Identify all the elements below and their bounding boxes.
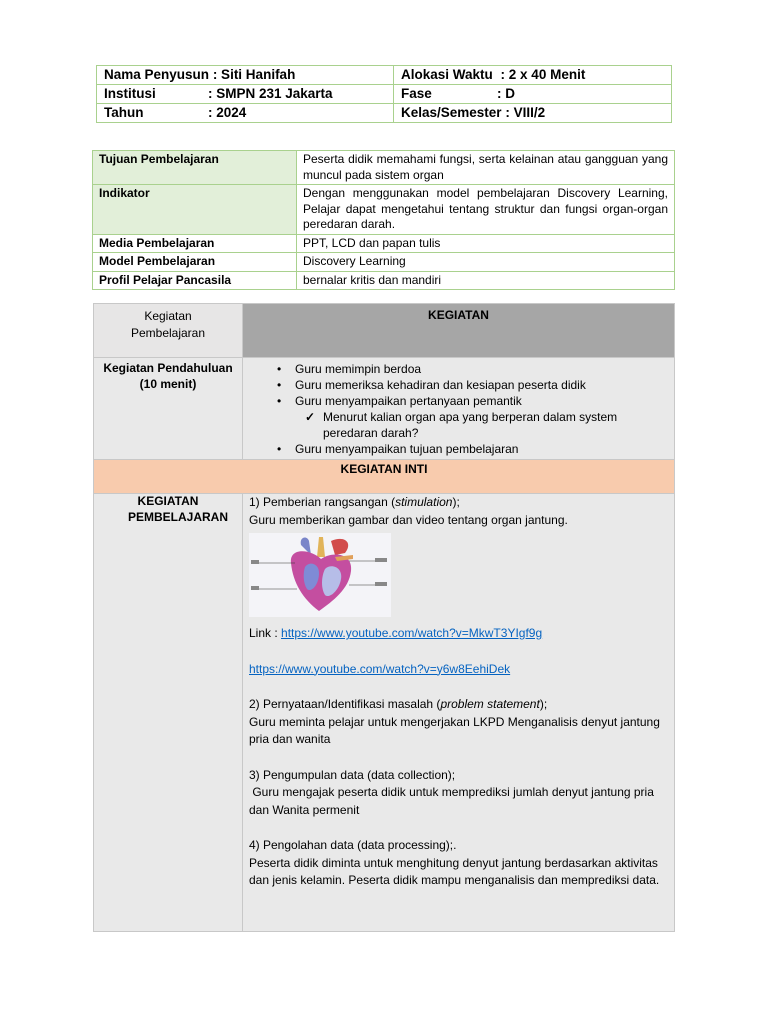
fase-cell bbox=[394, 85, 672, 104]
step2-suffix: ); bbox=[539, 697, 548, 711]
list-item: • Guru menyampaikan pertanyaan pemantik bbox=[273, 393, 666, 409]
pendahuluan-label-text: Kegiatan Pendahuluan (10 menit) bbox=[103, 361, 233, 391]
table-row bbox=[93, 185, 675, 235]
step3-text: Guru mengajak peserta didik untuk memprediksi jumlah denyut jantung pria dan Wanita permenit bbox=[249, 785, 658, 817]
tahun-cell bbox=[97, 104, 394, 123]
row-value: Discovery Learning bbox=[297, 253, 675, 272]
kp-label-text: KEGIATAN PEMBELAJARAN bbox=[128, 494, 229, 524]
row-value: PPT, LCD dan papan tulis bbox=[297, 234, 675, 253]
row-key: Tujuan Pembelajaran bbox=[93, 151, 297, 185]
row-value: Peserta didik memahami fungsi, serta kelainan atau gangguan yang muncul pada sistem organ bbox=[297, 151, 675, 185]
step2-prefix: 2) Pernyataan/Identifikasi masalah ( bbox=[249, 697, 441, 711]
alokasi-cell bbox=[394, 66, 672, 85]
header-row bbox=[97, 85, 672, 104]
row-value: Dengan menggunakan model pembelajaran Discovery Learning, Pelajar dapat mengetahui tentang struktur dan fungsi organ-organ peredaran darah. bbox=[297, 185, 675, 235]
institusi-label: Institusi bbox=[104, 86, 156, 101]
tahun-label: Tahun bbox=[104, 105, 144, 120]
fase-value: : D bbox=[497, 86, 515, 101]
link-line-2 bbox=[249, 661, 668, 679]
pemantik-question: ✓ Menurut kalian organ apa yang berperan dalam system peredaran darah? bbox=[273, 409, 666, 441]
list-item: • Guru memeriksa kehadiran dan kesiapan peserta didik bbox=[273, 377, 666, 393]
alokasi-value: : 2 x 40 Menit bbox=[500, 67, 586, 82]
header-row bbox=[97, 104, 672, 123]
row-key: Model Pembelajaran bbox=[93, 253, 297, 272]
kp-row bbox=[94, 494, 675, 932]
pendahuluan-label bbox=[94, 358, 243, 460]
col2-header: KEGIATAN bbox=[243, 304, 675, 358]
table-row bbox=[93, 234, 675, 253]
spacer bbox=[249, 749, 668, 767]
pemantik-list bbox=[273, 409, 666, 441]
list-item: • Guru memimpin berdoa bbox=[273, 361, 666, 377]
spacer bbox=[249, 643, 668, 661]
step1-title bbox=[249, 494, 668, 512]
pendahuluan-list bbox=[273, 361, 666, 409]
col1-header bbox=[94, 304, 243, 358]
step3-title: 3) Pengumpulan data (data collection); bbox=[249, 767, 456, 782]
list-item: • Guru menyampaikan tujuan pembelajaran bbox=[273, 441, 666, 457]
pendahuluan-row bbox=[94, 358, 675, 460]
pendahuluan-content bbox=[243, 358, 675, 460]
row-value: bernalar kritis dan mandiri bbox=[297, 271, 675, 290]
step4-title: 4) Pengolahan data (data processing);. bbox=[249, 838, 457, 852]
table-row bbox=[93, 151, 675, 185]
table-row bbox=[93, 253, 675, 272]
fase-label: Fase bbox=[401, 86, 432, 101]
objectives-table bbox=[92, 150, 675, 290]
header-row bbox=[97, 66, 672, 85]
kp-label bbox=[94, 494, 243, 932]
step2-text: Guru meminta pelajar untuk mengerjakan LKPD Menganalisis denyut jantung pria dan wanita bbox=[249, 714, 660, 746]
penyusun-cell bbox=[97, 66, 394, 85]
row-key: Media Pembelajaran bbox=[93, 234, 297, 253]
institusi-cell bbox=[97, 85, 394, 104]
kelas-value: : VIII/2 bbox=[505, 105, 546, 120]
spacer bbox=[249, 678, 668, 696]
activities-table bbox=[93, 303, 675, 932]
kelas-cell bbox=[394, 104, 672, 123]
step1-prefix: 1) Pemberian rangsangan ( bbox=[249, 495, 396, 509]
youtube-link-1[interactable]: https://www.youtube.com/watch?v=MkwT3YIgf9g bbox=[281, 626, 543, 640]
alokasi-label: Alokasi Waktu bbox=[401, 67, 493, 82]
activities-header-row bbox=[94, 304, 675, 358]
inti-header-row bbox=[94, 460, 675, 494]
link-line bbox=[249, 625, 668, 643]
col1-header-text: Kegiatan Pembelajaran bbox=[130, 309, 206, 340]
kelas-label: Kelas/Semester bbox=[401, 105, 502, 120]
youtube-link-2[interactable]: https://www.youtube.com/watch?v=y6w8EehiDek bbox=[249, 661, 511, 676]
institusi-value: : SMPN 231 Jakarta bbox=[208, 86, 333, 101]
step1-italic: stimulation bbox=[395, 495, 453, 509]
step2-italic: problem statement bbox=[440, 697, 540, 711]
link-prefix: Link : bbox=[249, 626, 282, 640]
row-key: Profil Pelajar Pancasila bbox=[93, 271, 297, 290]
step1-suffix: ); bbox=[452, 495, 460, 509]
penyusun-value: : Siti Hanifah bbox=[212, 67, 296, 82]
inti-header: KEGIATAN INTI bbox=[94, 460, 675, 494]
table-row bbox=[93, 271, 675, 290]
step1-text: Guru memberikan gambar dan video tentang organ jantung. bbox=[249, 512, 568, 527]
pendahuluan-list-end bbox=[273, 441, 666, 457]
spacer bbox=[249, 819, 668, 837]
row-key: Indikator bbox=[93, 185, 297, 235]
header-table bbox=[96, 65, 672, 123]
kp-content bbox=[243, 494, 675, 932]
tahun-value: : 2024 bbox=[208, 105, 247, 120]
penyusun-label: Nama Penyusun bbox=[104, 67, 210, 82]
step4-text: Peserta didik diminta untuk menghitung denyut jantung berdasarkan aktivitas dan jenis kelamin. Peserta didik mampu menganalisis dan memprediksi data. bbox=[249, 855, 660, 887]
step2-title bbox=[249, 696, 668, 714]
heart-diagram-image bbox=[249, 533, 391, 617]
